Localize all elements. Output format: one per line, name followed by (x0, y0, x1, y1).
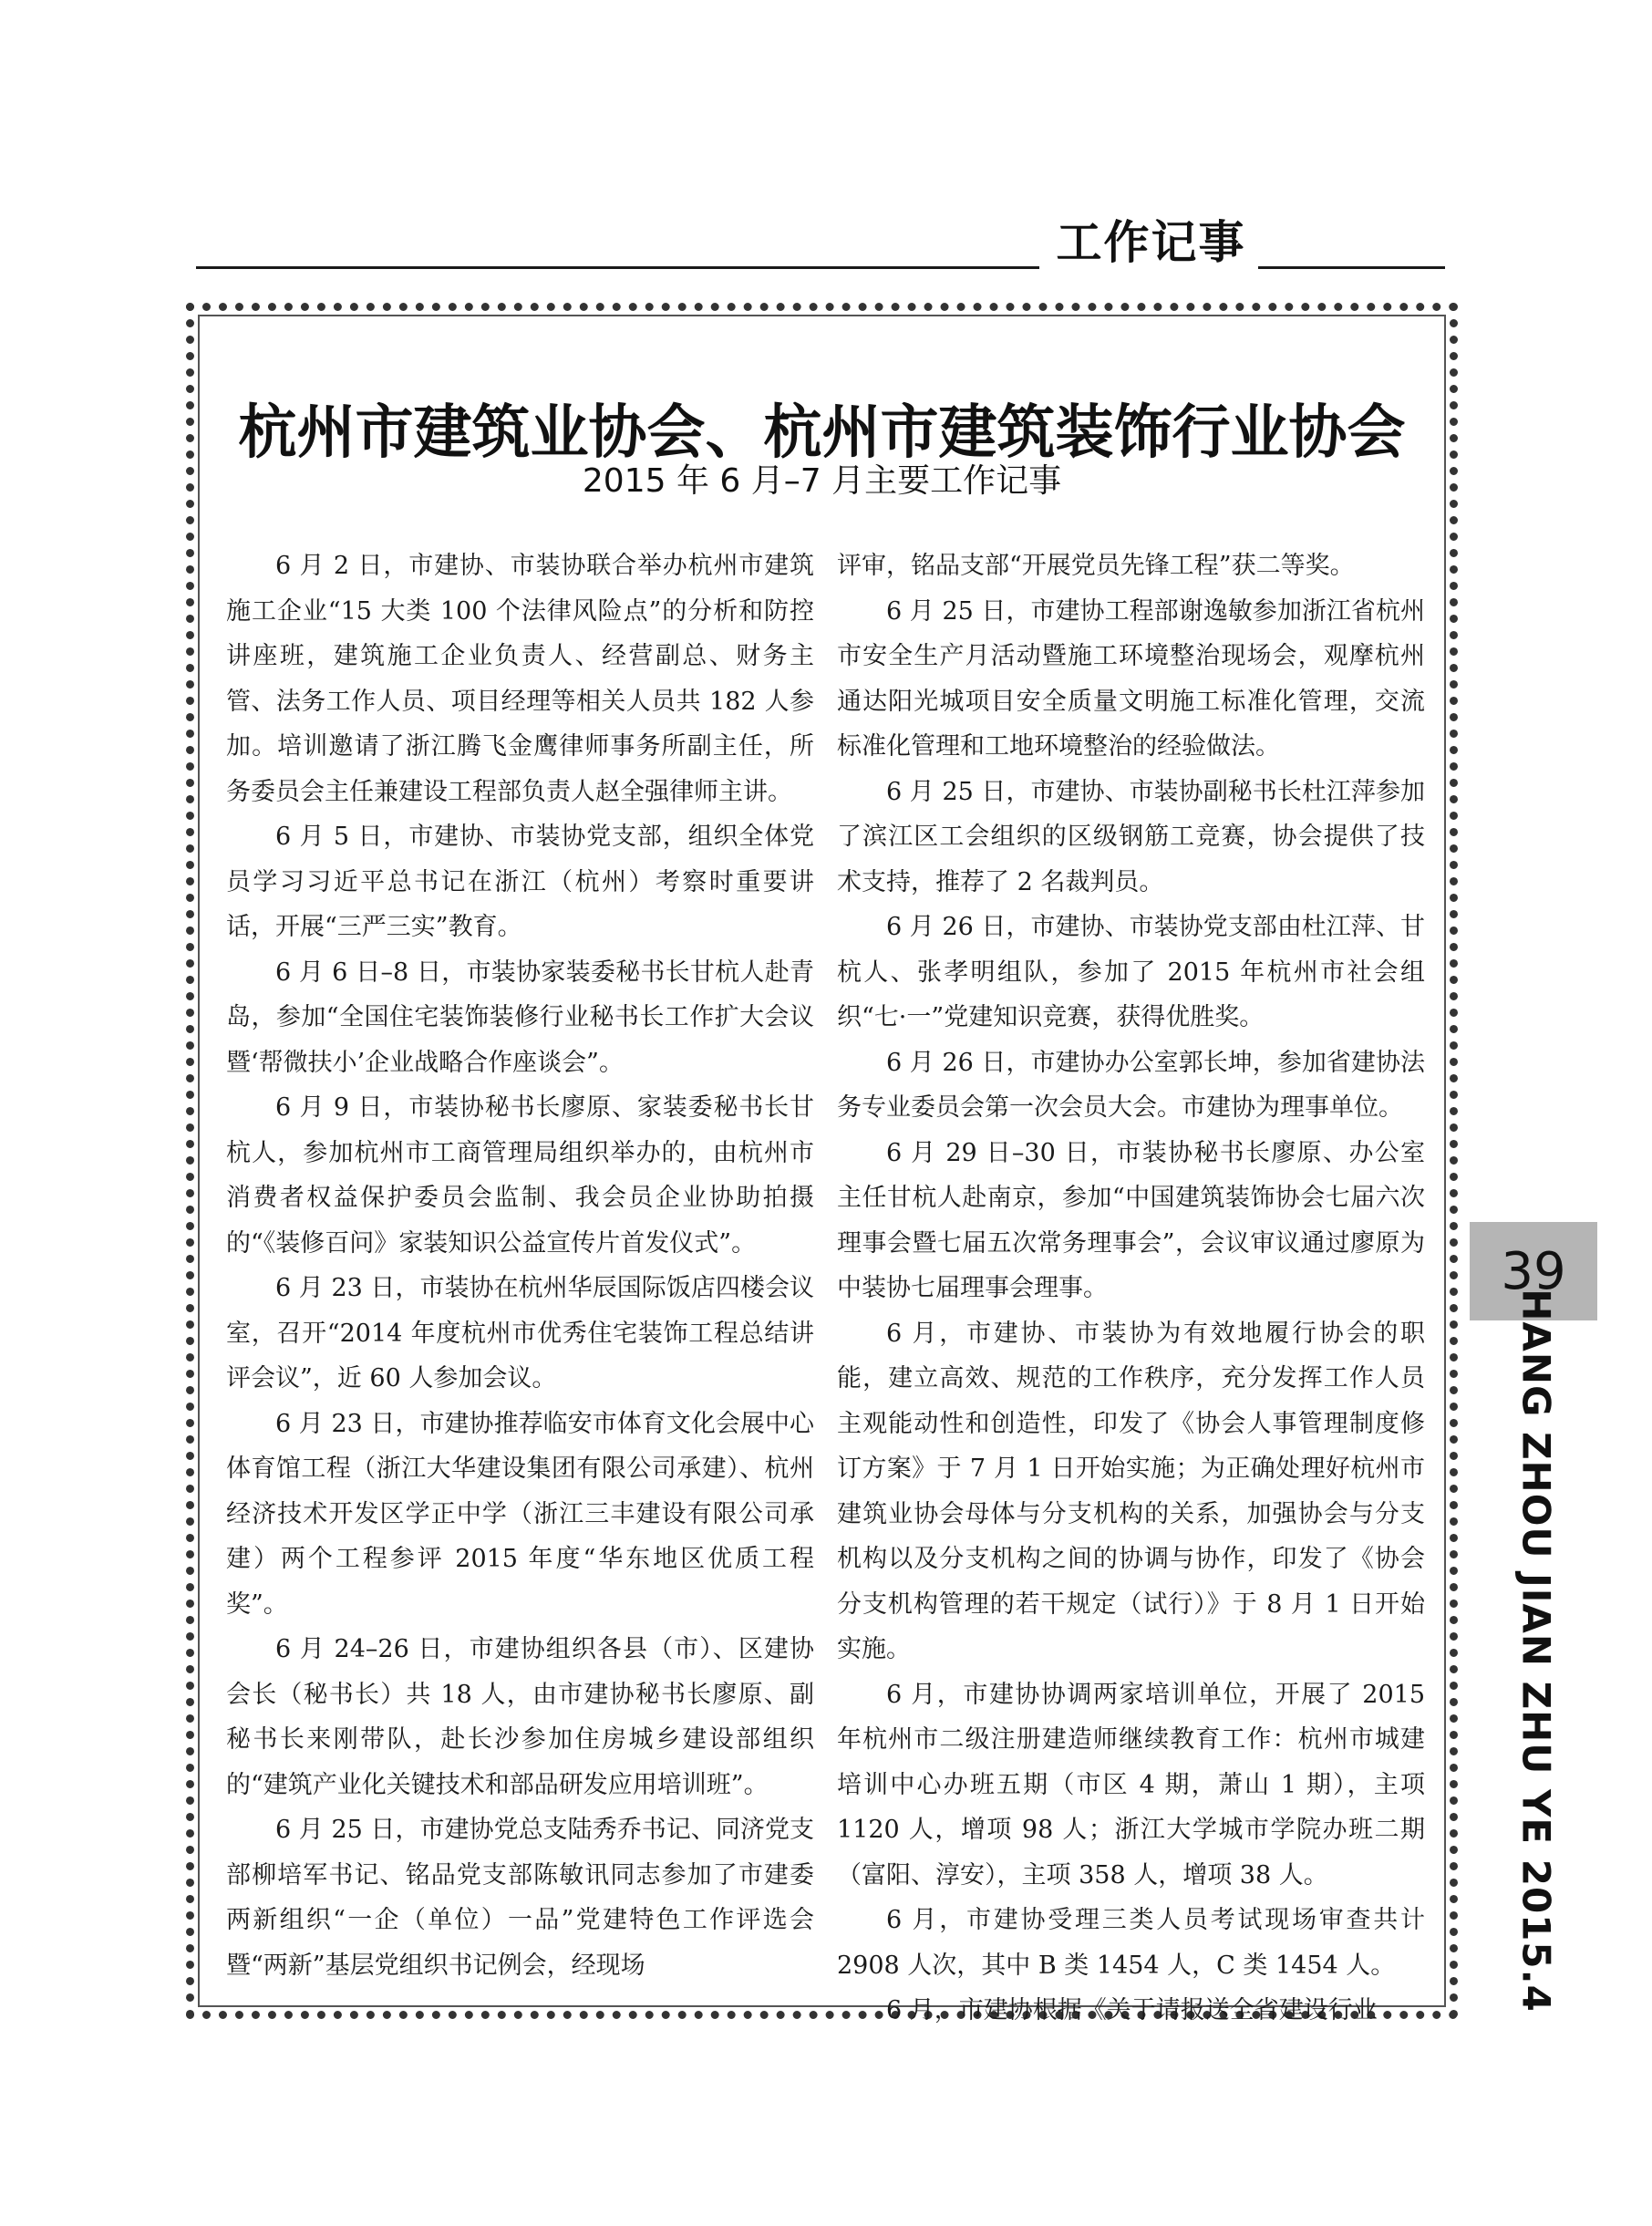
journal-issue-label: HANG ZHOU JIAN ZHU YE 2015.4 (1513, 1289, 1559, 2013)
paragraph: 6 月 25 日，市建协工程部谢逸敏参加浙江省杭州市安全生产月活动暨施工环境整治现场会，观摩杭州通达阳光城项目安全质量文明施工标准化管理，交流标准化管理和工地环境整治的经验做法。 (837, 596, 1425, 761)
paragraph-continuation: 评审，铭品支部“开展党员先锋工程”获二等奖。 (837, 552, 1355, 580)
article-subtitle: 2015 年 6 月–7 月主要工作记事 (582, 462, 1062, 500)
paragraph: 6 月 25 日，市建协党总支陆秀乔书记、同济党支部柳培军书记、铭品党支部陈敏讯同志参加了市建委两新组织“一企（单位）一品”党建特色工作评选会暨“两新”基层党组织书记例会，经现场 (226, 1816, 814, 1980)
paragraph: 6 月 23 日，市建协推荐临安市体育文化会展中心体育馆工程（浙江大华建设集团有限公司承建）、杭州经济技术开发区学正中学（浙江三丰建设有限公司承建）两个工程参评 2015 年度“华东地区优质工程奖”。 (226, 1409, 814, 1619)
paragraph: 6 月 6 日–8 日，市装协家装委秘书长甘杭人赴青岛，参加“全国住宅装饰装修行业秘书长工作扩大会议暨‘帮微扶小’企业战略合作座谈会”。 (226, 958, 814, 1077)
paragraph: 6 月 26 日，市建协办公室郭长坤，参加省建协法务专业委员会第一次会员大会。市建协为理事单位。 (837, 1048, 1425, 1122)
paragraph: 6 月 25 日，市建协、市装协副秘书长杜江萍参加了滨江区工会组织的区级钢筋工竞赛，协会提供了技术支持，推荐了 2 名裁判员。 (837, 777, 1425, 896)
paragraph: 6 月，市建协、市装协为有效地履行协会的职能，建立高效、规范的工作秩序，充分发挥工作人员主观能动性和创造性，印发了《协会人事管理制度修订方案》于 7 月 1 日开始实施；为正确处理好杭州市建筑业协会母体与分支机构的关系，加强协会与分支机构以及分支机构之间的协调与协作，印发了《协会分支机构管理的若干规定（试行）》于 8 月 1 日开始实施。 (837, 1319, 1425, 1663)
paragraph: 6 月 5 日，市建协、市装协党支部，组织全体党员学习习近平总书记在浙江（杭州）考察时重要讲话，开展“三严三实”教育。 (226, 823, 814, 941)
paragraph: 6 月 29 日–30 日，市装协秘书长廖原、办公室主任甘杭人赴南京，参加“中国建筑装饰协会七届六次理事会暨七届五次常务理事会”，会议审议通过廖原为中装协七届理事会理事。 (837, 1138, 1425, 1302)
paragraph: 6 月 24–26 日，市建协组织各县（市）、区建协会长（秘书长）共 18 人，由市建协秘书长廖原、副秘书长来刚带队，赴长沙参加住房城乡建设部组织的“建筑产业化关键技术和部品研发应用培训班”。 (226, 1635, 814, 1799)
paragraph: 6 月，市建协受理三类人员考试现场审查共计 2908 人次，其中 B 类 1454 人，C 类 1454 人。 (837, 1906, 1425, 1980)
article-title: 杭州市建筑业协会、杭州市建筑装饰行业协会 (238, 398, 1406, 467)
left-column (226, 544, 814, 1983)
paragraph: 6 月 9 日，市装协秘书长廖原、家装委秘书长甘杭人，参加杭州市工商管理局组织举办的，由杭州市消费者权益保护委员会监制、我会员企业协助拍摄的“《装修百问》家装知识公益宣传片首发仪式”。 (226, 1093, 814, 1258)
paragraph: 6 月 23 日，市装协在杭州华辰国际饭店四楼会议室，召开“2014 年度杭州市优秀住宅装饰工程总结讲评会议”，近 60 人参加会议。 (226, 1274, 814, 1393)
paragraph: 6 月 2 日，市建协、市装协联合举办杭州市建筑施工企业“15 大类 100 个法律风险点”的分析和防控讲座班，建筑施工企业负责人、经营副总、财务主管、法务工作人员、项目经理等相关人员共 182 人参加。培训邀请了浙江腾飞金鹰律师事务所副主任，所务委员会主任兼建设工程部负责人赵全强律师主讲。 (226, 552, 814, 806)
page-number: 39 (1501, 1241, 1566, 1301)
section-title: 工作记事 (1056, 216, 1246, 269)
header-rule-right (1258, 266, 1445, 269)
header-rule-left (196, 266, 1039, 269)
paragraph: 6 月 26 日，市建协、市装协党支部由杜江萍、甘杭人、张孝明组队，参加了 2015 年杭州市社会组织“七·一”党建知识竞赛，获得优胜奖。 (837, 913, 1425, 1031)
running-footer (1472, 1289, 1600, 2013)
right-column (837, 544, 1425, 2024)
paragraph: 6 月，市建协根据《关于请报送全省建设行业 (886, 1996, 1378, 2024)
paragraph: 6 月，市建协协调两家培训单位，开展了 2015 年杭州市二级注册建造师继续教育工作：杭州市城建培训中心办班五期（市区 4 期，萧山 1 期），主项 1120 人，增项 98 人；浙江大学城市学院办班二期（富阳、淳安），主项 358 人，增项 38 人。 (837, 1680, 1425, 1890)
section-header (196, 215, 1445, 270)
